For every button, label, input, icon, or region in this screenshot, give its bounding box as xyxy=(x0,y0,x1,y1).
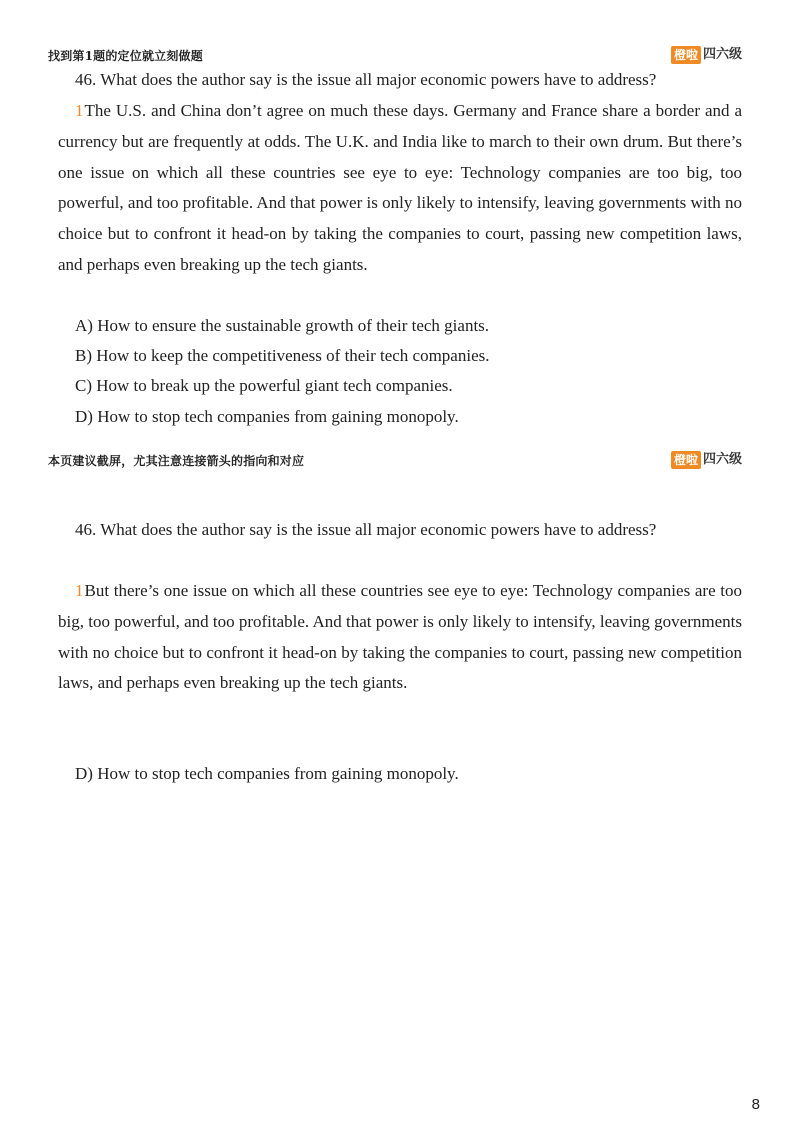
brand-logo xyxy=(671,46,742,64)
section1-option-c: C) How to break up the powerful giant tech companies. xyxy=(75,376,453,395)
section1-passage-text: The U.S. and China don’t agree on much these days. Germany and France share a border and a currency but are frequently at odds. The U.K. and India like to march to their own drum. But there’s one issue on which all these countries see eye to eye: Technology companies are too big, too powerful, and too profitable. And that power is only likely to intensify, leaving governments with no choice but to confront it head-on by taking the companies to court, passing new competition laws, and perhaps even breaking up the tech giants. xyxy=(58,101,742,274)
brand-badge: 橙啦 xyxy=(671,46,701,64)
section1-option-d: D) How to stop tech companies from gaining monopoly. xyxy=(75,407,459,426)
section1-question: 46. What does the author say is the issue all major economic powers have to address? xyxy=(75,70,657,89)
section2-passage xyxy=(58,576,742,699)
section2-answer: D) How to stop tech companies from gaining monopoly. xyxy=(75,764,459,783)
locator-marker: 1 xyxy=(75,101,84,120)
section2-question: 46. What does the author say is the issue all major economic powers have to address? xyxy=(75,520,657,539)
page-number: 8 xyxy=(751,1096,760,1113)
brand-suffix: 四六级 xyxy=(702,452,742,467)
brand-badge: 橙啦 xyxy=(671,451,701,469)
section1-option-b: B) How to keep the competitiveness of their tech companies. xyxy=(75,346,490,365)
section2-passage-text: But there’s one issue on which all these countries see eye to eye: Technology companies are too big, too powerful, and too profitable. And that power is only likely to intensify, leaving governments with no choice but to confront it head-on by taking the companies to court, passing new competition laws, and perhaps even breaking up the tech giants. xyxy=(58,581,742,693)
locator-marker: 1 xyxy=(75,581,84,600)
section1-header xyxy=(48,44,742,66)
section1-passage xyxy=(58,96,742,281)
section2-header-note: 本页建议截屏，尤其注意连接箭头的指向和对应 xyxy=(48,453,305,468)
section1-header-note: 找到第1题的定位就立刻做题 xyxy=(48,48,203,63)
section2-header xyxy=(48,449,742,471)
brand-logo xyxy=(671,451,742,469)
brand-suffix: 四六级 xyxy=(702,47,742,62)
section1-option-a: A) How to ensure the sustainable growth of their tech giants. xyxy=(75,316,490,335)
